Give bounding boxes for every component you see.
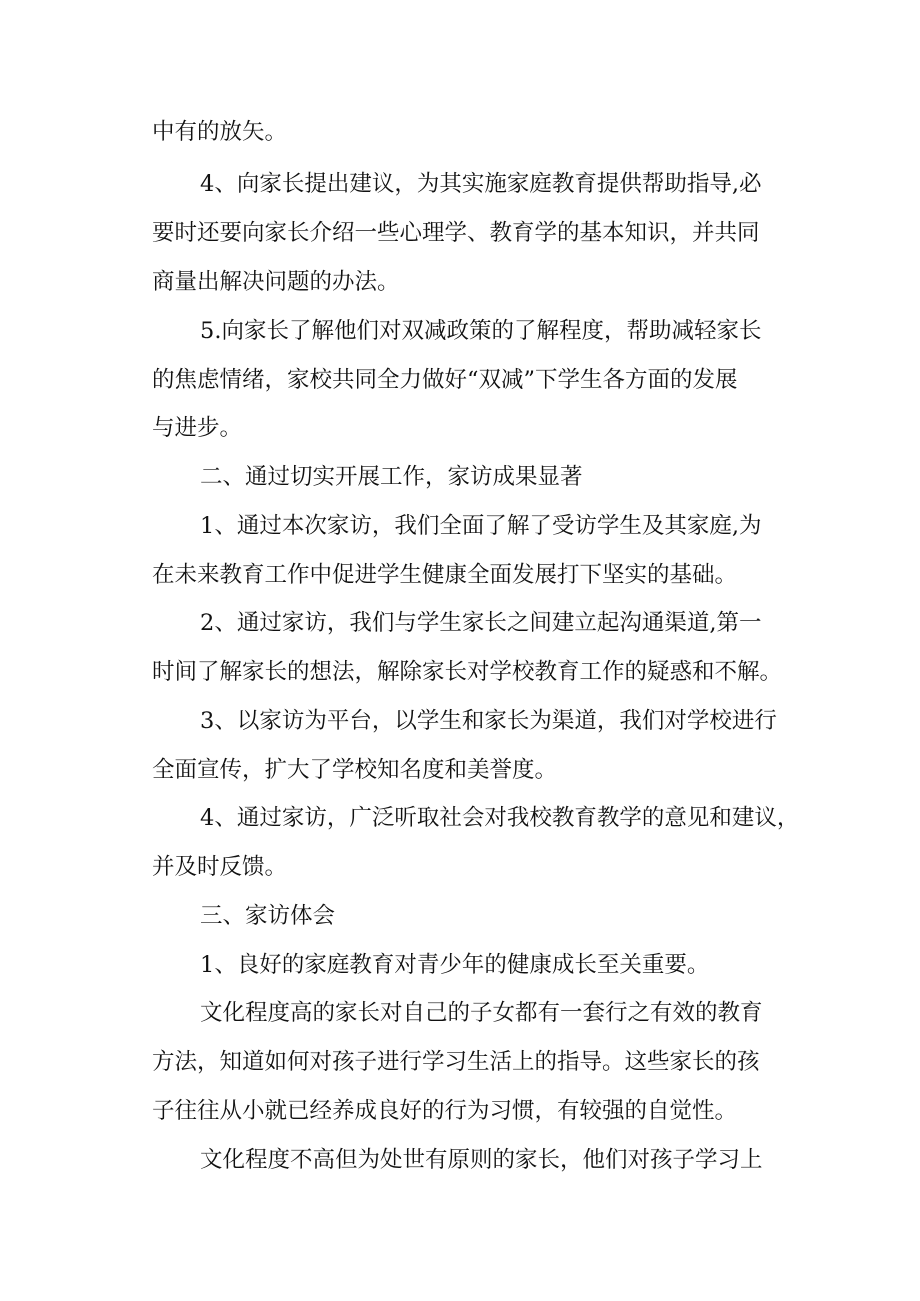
text-line: 在未来教育工作中促进学生健康全面发展打下坚实的基础。	[152, 562, 738, 588]
paragraph-start-line: 2、通过家访，我们与学生家长之间建立起沟通渠道,第一	[200, 610, 762, 636]
text-line: 时间了解家长的想法，解除家长对学校教育工作的疑惑和不解。	[152, 659, 783, 685]
text-line: 的焦虑情绪，家校共同全力做好“双减”下学生各方面的发展	[152, 367, 738, 393]
paragraph-start-line: 4、通过家访，广泛听取社会对我校教育教学的意见和建议，	[200, 805, 800, 831]
text-line: 中有的放矢。	[152, 119, 288, 145]
section-heading: 三、家访体会	[200, 903, 336, 929]
paragraph-start-line: 1、通过本次家访，我们全面了解了受访学生及其家庭,为	[200, 513, 762, 539]
paragraph-start-line: 文化程度高的家长对自己的子女都有一套行之有效的教育	[200, 1000, 763, 1026]
text-line: 全面宣传，扩大了学校知名度和美誉度。	[152, 757, 558, 783]
text-line: 商量出解决问题的办法。	[152, 269, 400, 295]
text-line: 方法，知道如何对孩子进行学习生活上的指导。这些家长的孩	[152, 1049, 760, 1075]
paragraph-start-line: 文化程度不高但为处世有原则的家长，他们对孩子学习上	[200, 1147, 763, 1173]
section-heading: 二、通过切实开展工作，家访成果显著	[200, 464, 583, 490]
paragraph-start-line: 3、以家访为平台，以学生和家长为渠道，我们对学校进行	[200, 708, 777, 734]
text-line: 要时还要向家长介绍一些心理学、教育学的基本知识，并共同	[152, 220, 760, 246]
paragraph-start-line: 4、向家长提出建议，为其实施家庭教育提供帮助指导,必	[200, 171, 762, 197]
paragraph-start-line: 5.向家长了解他们对双减政策的了解程度，帮助减轻家长	[200, 318, 762, 344]
text-line: 并及时反馈。	[152, 854, 288, 880]
paragraph-start-line: 1、良好的家庭教育对青少年的健康成长至关重要。	[200, 952, 710, 978]
text-line: 与进步。	[152, 415, 243, 441]
text-line: 子往往从小就已经养成良好的行为习惯，有较强的自觉性。	[152, 1098, 738, 1124]
